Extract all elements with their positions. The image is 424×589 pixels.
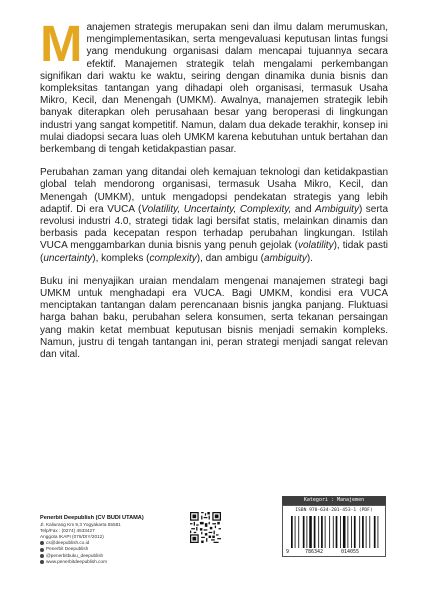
barcode-bar bbox=[374, 516, 376, 548]
text-run: and bbox=[291, 203, 316, 215]
barcode-bar bbox=[291, 516, 293, 548]
drop-cap: M bbox=[40, 15, 83, 72]
intro-paragraph bbox=[40, 15, 388, 156]
barcode-bar bbox=[306, 516, 307, 548]
italic-run: uncertainty bbox=[43, 252, 93, 264]
publisher-name: Penerbit Deepublish (CV BUDI UTAMA) bbox=[40, 515, 144, 521]
back-cover-text bbox=[40, 15, 389, 372]
barcode-bar bbox=[329, 516, 330, 548]
barcode-bar bbox=[366, 516, 367, 548]
publisher-telp: Telp/Fax : (0274) 4533427 bbox=[40, 528, 95, 534]
barcode-bar bbox=[298, 516, 299, 548]
italic-run: volatility bbox=[298, 240, 334, 252]
barcode-bar bbox=[303, 516, 305, 548]
italic-run: complexity bbox=[149, 252, 197, 264]
barcode-bar bbox=[309, 516, 312, 548]
facebook-icon bbox=[40, 548, 44, 552]
category-label: Kategori : Manajemen bbox=[282, 496, 386, 505]
publisher-address: Jl. Kaliurang Km 9,3 Yogyakarta 55581 bbox=[40, 522, 121, 528]
barcode-bar bbox=[325, 516, 326, 548]
isbn-barcode bbox=[282, 505, 386, 557]
email-text: cs@deepublish.co.id bbox=[46, 540, 90, 546]
qr-code bbox=[190, 512, 221, 543]
publisher-ikapi: Anggota IKAPI (076/DIY/2012) bbox=[40, 534, 104, 540]
instagram-icon bbox=[40, 554, 44, 558]
text-run: ), dan ambigu ( bbox=[196, 252, 265, 264]
barcode-bar bbox=[347, 516, 348, 548]
barcode-bar bbox=[354, 516, 356, 548]
text-run: ). bbox=[306, 252, 313, 264]
barcode-digit-group-1: 786342 bbox=[305, 549, 324, 555]
barcode-bar bbox=[295, 516, 296, 548]
website-line bbox=[40, 559, 200, 565]
intro-text: anajemen strategis merupakan seni dan ilmu dalam merumuskan, mengimplementasikan, serta mengevaluasi keputusan lintas fungsi yang mendukung organisasi dalam mencapai tujuannya secara efektif. Manajemen strategik telah mengalami perkembangan signifikan dari waktu ke waktu, seiring dengan dinamika dunia bisnis dan kompleksitas tantangan yang dihadapi oleh organisasi, termasuk Usaha Mikro, Kecil, dan Menengah (UMKM). Awalnya, manajemen strategik lebih banyak diterapkan oleh perusahaan besar yang beroperasi di lingkungan industri yang sangat kompetitif. Namun, dalam dua dekade terakhir, konsep ini mulai diadopsi secara luas oleh UMKM karena kebutuhan untuk bertahan dan berkembang di tengah ketidakpastian pasar. bbox=[40, 22, 388, 156]
text-run: Perubahan zaman yang ditandai oleh kemajuan teknologi dan ketidakpastian global telah mendorong organisasi, termasuk Usaha Mikro, Kecil, dan Menengah (UMKM), untuk mengadopsi pendekatan strategis yang lebih adaptif. Di era VUCA ( bbox=[40, 167, 388, 215]
text-run: ), tidak pasti ( bbox=[40, 240, 388, 264]
barcode-bar bbox=[340, 516, 341, 548]
barcode-bar bbox=[343, 516, 346, 548]
instagram-text: @penerbitbuku_deepublish bbox=[46, 552, 104, 558]
text-run: ) serta revolusi industri 4.0, strategi tidak lagi bersifat statis, melainkan dinamis dan berbasis pada kecepatan respon terhadap perubahan lingkungan. Istilah VUCA menggambarkan dunia bisnis yang penuh gejolak ( bbox=[40, 203, 389, 252]
barcode-digit-group-2: 014055 bbox=[341, 549, 360, 555]
italic-run: Volatility, Uncertainty, Complexity, bbox=[141, 203, 292, 215]
globe-icon bbox=[40, 560, 44, 564]
barcode-bar bbox=[321, 516, 323, 548]
italic-run: ambiguity bbox=[264, 252, 307, 264]
barcode-bar bbox=[333, 516, 334, 548]
summary-paragraph: Buku ini menyajikan uraian mendalam mengenai manajemen strategi bagi UMKM untuk menghadapi era VUCA. Bagi UMKM, kondisi era VUCA menciptakan tantangan dalam perencanaan bisnis jangka panjang. Fluktuasi harga bahan baku, perubahan selera konsumen, serta tekanan persaingan yang makin ketat membuat keputusan bisnis menjadi semakin kompleks. Namun, justru di tengah tantangan ini, peran strategi menjadi sangat relevan dan vital. bbox=[40, 275, 388, 361]
email-icon bbox=[40, 541, 44, 545]
isbn-text: ISBN 978-634-201-453-1 (PDF) bbox=[295, 508, 373, 513]
barcode-bar bbox=[359, 516, 360, 548]
text-run: ), kompleks ( bbox=[92, 252, 150, 264]
barcode-bar bbox=[314, 516, 316, 548]
barcode-digit-prefix: 9 bbox=[286, 549, 290, 555]
facebook-text: Penerbit Deepublish bbox=[46, 546, 89, 552]
barcode-bar bbox=[336, 516, 338, 548]
barcode-bar bbox=[351, 516, 352, 548]
barcode-bar bbox=[318, 516, 319, 548]
vuca-paragraph bbox=[40, 167, 388, 265]
barcode-bar bbox=[378, 516, 379, 548]
website-text: www.penerbitdeepublish.com bbox=[46, 558, 107, 564]
barcode-bars bbox=[291, 516, 379, 548]
barcode-bar bbox=[369, 516, 370, 548]
publisher-info bbox=[40, 515, 200, 565]
barcode-bar bbox=[362, 516, 364, 548]
italic-run: Ambiguity bbox=[315, 203, 359, 215]
